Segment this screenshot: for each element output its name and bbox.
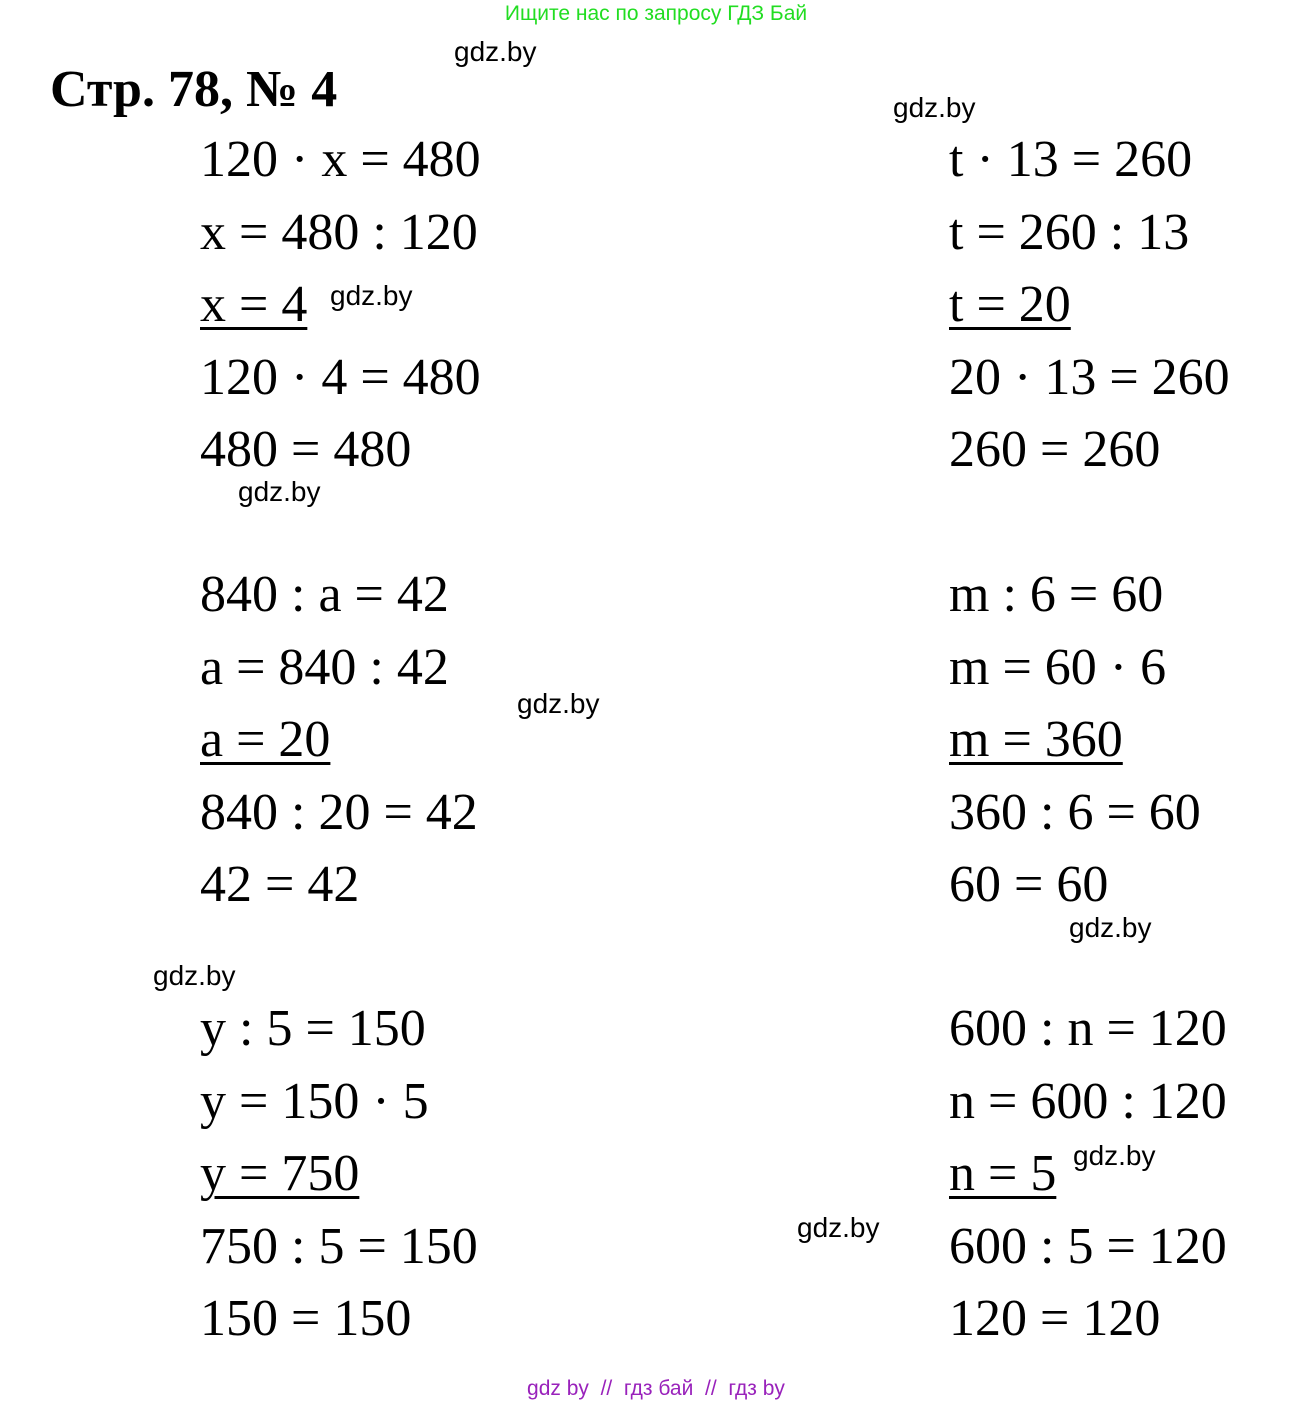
equation-line: 840 : a = 42 (200, 566, 449, 623)
equation-block-a (200, 559, 478, 922)
check-line: 120 = 120 (949, 1290, 1161, 1347)
watermark: gdz.by (797, 1212, 880, 1243)
watermark: gdz.by (330, 280, 413, 311)
check-line: 480 = 480 (200, 421, 412, 478)
equation-block-n (949, 993, 1227, 1356)
watermark: gdz.by (893, 92, 976, 123)
check-line: 840 : 20 = 42 (200, 783, 478, 841)
check-line: 600 : 5 = 120 (949, 1217, 1227, 1275)
check-line: 750 : 5 = 150 (200, 1217, 478, 1275)
watermark: gdz.by (153, 960, 236, 991)
equation-line: 600 : n = 120 (949, 1000, 1227, 1057)
footer-links: gdz by // гдз бай // гдз by (527, 1377, 785, 1400)
answer-line: n = 5 (949, 1145, 1057, 1202)
check-line: 120 · 4 = 480 (200, 348, 481, 406)
equation-block-t (949, 124, 1230, 487)
equation-line: 120 · x = 480 (200, 131, 481, 188)
equation-block-m (949, 559, 1201, 922)
page-title: Стр. 78, № 4 (50, 61, 338, 118)
answer-line: m = 360 (949, 711, 1123, 768)
check-line: 260 = 260 (949, 421, 1161, 478)
watermark: gdz.by (1073, 1140, 1156, 1171)
equation-block-x (200, 124, 481, 487)
equation-line: m : 6 = 60 (949, 566, 1164, 623)
answer-line: x = 4 (200, 276, 308, 333)
watermark: gdz.by (454, 36, 537, 67)
watermark: gdz.by (238, 476, 321, 507)
equation-line: a = 840 : 42 (200, 638, 449, 696)
check-line: 150 = 150 (200, 1290, 412, 1347)
check-line: 60 = 60 (949, 856, 1109, 913)
watermark: gdz.by (517, 688, 600, 719)
watermark: gdz.by (1069, 912, 1152, 943)
check-line: 42 = 42 (200, 856, 360, 913)
equation-line: m = 60 · 6 (949, 638, 1167, 696)
check-line: 360 : 6 = 60 (949, 783, 1201, 841)
equation-line: t · 13 = 260 (949, 131, 1193, 188)
answer-line: a = 20 (200, 711, 331, 768)
answer-line: y = 750 (200, 1145, 360, 1202)
search-banner: Ищите нас по запросу ГДЗ Бай (504, 2, 808, 25)
equation-line: t = 260 : 13 (949, 203, 1190, 261)
equation-line: y = 150 · 5 (200, 1072, 429, 1130)
equation-line: n = 600 : 120 (949, 1072, 1227, 1130)
equation-line: y : 5 = 150 (200, 1000, 426, 1057)
check-line: 20 · 13 = 260 (949, 348, 1230, 406)
answer-line: t = 20 (949, 276, 1071, 333)
equation-block-y (200, 993, 478, 1356)
equation-line: x = 480 : 120 (200, 203, 478, 261)
